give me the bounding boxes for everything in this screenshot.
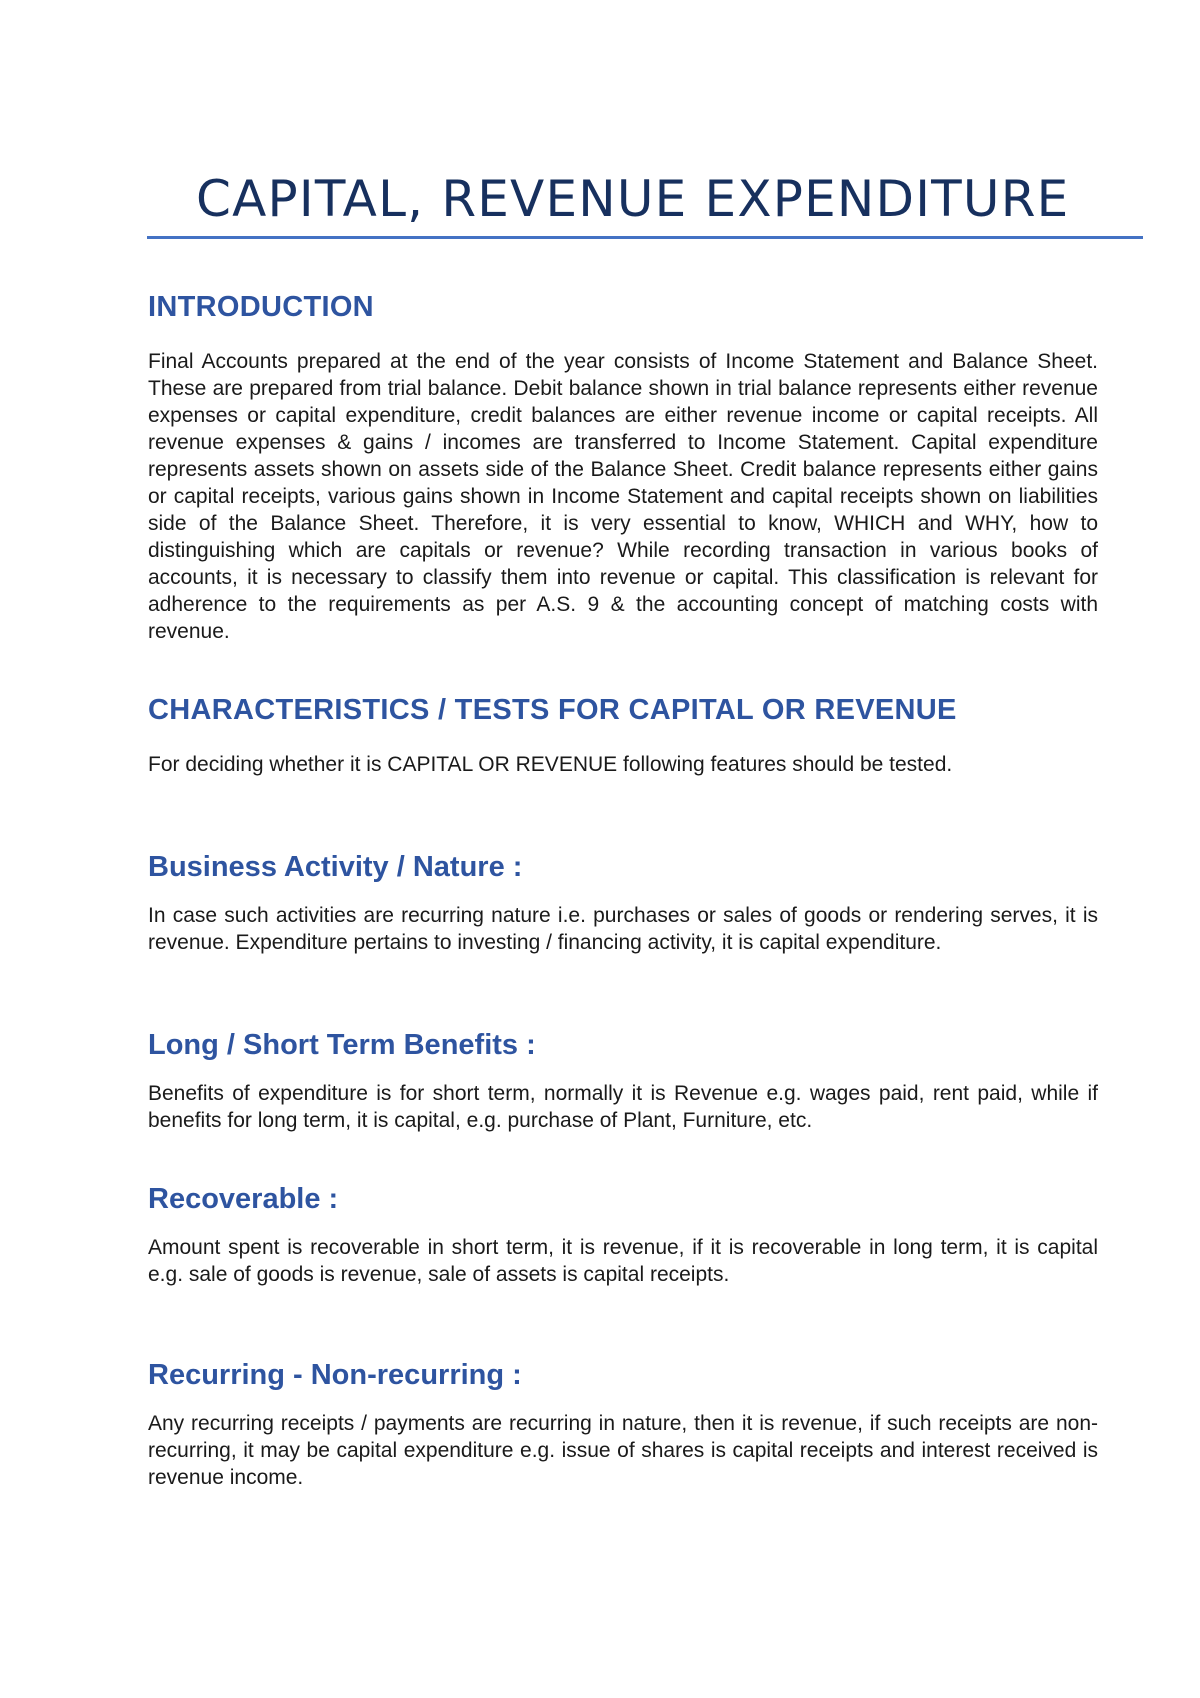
title-underline: [147, 236, 1143, 239]
section-heading: Recoverable :: [148, 1183, 339, 1215]
section-paragraph: Any recurring receipts / payments are recurring in nature, then it is revenue, if such receipts are non-recurring, it may be capital expenditure e.g. issue of shares is capital receipts and interest received is revenue income.: [148, 1412, 1098, 1489]
document-body: [148, 286, 1098, 1491]
section-heading: INTRODUCTION: [148, 291, 374, 323]
section-paragraph: Amount spent is recoverable in short term, it is revenue, if it is recoverable in long term, it is capital e.g. sale of goods is revenue, sale of assets is capital receipts.: [148, 1236, 1098, 1286]
section-characteristics: [148, 689, 1098, 778]
section-recurring: [148, 1354, 1098, 1491]
section-recoverable: [148, 1178, 1098, 1288]
document-title: CAPITAL, REVENUE EXPENDITURE: [196, 170, 1070, 228]
section-paragraph: In case such activities are recurring nature i.e. purchases or sales of goods or rendering serves, it is revenue. Expenditure pertains to investing / financing activity, it is capital expenditure.: [148, 904, 1098, 954]
section-paragraph: Benefits of expenditure is for short term, normally it is Revenue e.g. wages paid, rent paid, while if benefits for long term, it is capital, e.g. purchase of Plant, Furniture, etc.: [148, 1082, 1098, 1132]
section-heading: Recurring - Non-recurring :: [148, 1359, 522, 1391]
section-heading: Long / Short Term Benefits :: [148, 1029, 536, 1061]
section-heading: CHARACTERISTICS / TESTS FOR CAPITAL OR REVENUE: [148, 694, 957, 726]
section-paragraph: Final Accounts prepared at the end of the year consists of Income Statement and Balance Sheet. These are prepared from trial balance. Debit balance shown in trial balance represents either revenue expenses or capital expenditure, credit balances are either revenue income or capital receipts. All revenue expenses & gains / incomes are transferred to Income Statement. Capital expenditure represents assets shown on assets side of the Balance Sheet. Credit balance represents either gains or capital receipts, various gains shown in Income Statement and capital receipts shown on liabilities side of the Balance Sheet. Therefore, it is very essential to know, WHICH and WHY, how to distinguishing which are capitals or revenue? While recording transaction in various books of accounts, it is necessary to classify them into revenue or capital. This classification is relevant for adherence to the requirements as per A.S. 9 & the accounting concept of matching costs with revenue.: [148, 350, 1098, 643]
section-long-short-term: [148, 1024, 1098, 1134]
section-introduction: [148, 286, 1098, 645]
section-heading: Business Activity / Nature :: [148, 851, 523, 883]
section-paragraph: For deciding whether it is CAPITAL OR REVENUE following features should be tested.: [148, 753, 953, 776]
section-business-activity: [148, 846, 1098, 956]
